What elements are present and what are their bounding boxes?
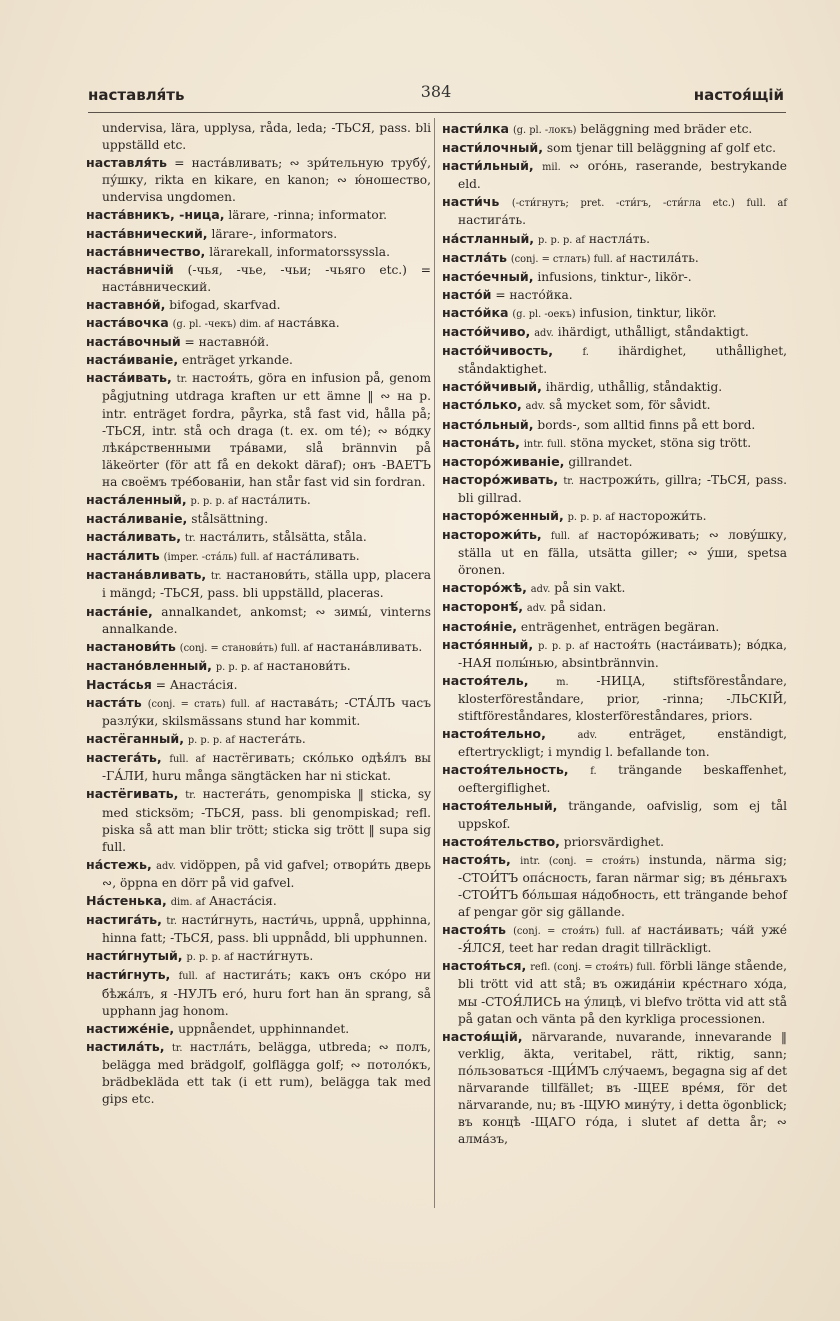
entry-definition: наста́вка. [277, 316, 340, 331]
dictionary-entry [442, 471, 787, 507]
left-running-headword: наставля́ть [88, 86, 185, 104]
entry-definition: -НИЦА, stiftsföreståndare, klosterföreståndare, prior, -rinna; -ЛЬСКІЙ, stiftföreståndares, klosterföreståndares, priors. [458, 673, 787, 723]
entry-headword: наста́ливать, [86, 529, 182, 545]
entry-definition: настана́вливать. [316, 639, 423, 654]
entry-headword: насторо́жѣ, [442, 580, 527, 596]
dictionary-entry [442, 193, 787, 229]
grammar-note: (g. pl. -оекъ) [512, 308, 576, 320]
left-column [86, 120, 431, 1108]
dictionary-entry [86, 369, 431, 491]
entry-headword: настёганный, [86, 731, 184, 747]
entry-definition: = наста́вливать; ∾ зри́тельную трубу́, пу́шку, rikta en kikare, en kanon; ∾ ю́ношество, undervisa ungdomen. [102, 156, 431, 205]
grammar-note: tr. [171, 1042, 183, 1054]
dictionary-entry [86, 333, 431, 351]
column-divider [434, 118, 435, 1208]
dictionary-entry [86, 154, 431, 206]
entry-headword: наста́внический, [86, 225, 208, 241]
dictionary-entry [442, 268, 787, 286]
dictionary-entry [86, 947, 431, 966]
entry-headword: наста́ливаніе, [86, 511, 188, 527]
entry-definition: vidöppen, på vid gafvel; отвори́ть дверь ∾, öppna en dörr på vid gafvel. [102, 857, 432, 890]
entry-headword: настоя́ться, [442, 958, 527, 974]
grammar-note: tr. [563, 475, 574, 487]
entry-headword: насто́й [442, 286, 492, 302]
entry-headword: наста́ленный, [86, 491, 187, 507]
entry-headword: наста́вничество, [86, 243, 206, 259]
entry-definition: настёгивать; ско́лько одѣя́лъ вы -ГА́ЛИ, huru många sängtäcken har ni stickat. [102, 751, 432, 784]
dictionary-entry [86, 1038, 431, 1108]
dictionary-entry [86, 657, 431, 676]
dictionary-entry [442, 526, 787, 579]
entry-definition: наста́ивать; ча́й уже́ -Я́ЛСЯ, teet har redan dragit tillräckligt. [458, 923, 788, 956]
entry-definition: trängande beskaffenhet, oeftergiflighet. [458, 763, 787, 796]
entry-headword: насторожи́ть, [442, 527, 542, 543]
entry-headword: на́стежь, [86, 856, 152, 872]
dictionary-entry [86, 314, 431, 333]
entry-definition: насторо́живать; ∾ ловýшку, ställa ut en fälla, utsätta giller; ∾ у́ши, spetsa öronen. [458, 528, 787, 578]
entry-headword: наставно́й, [86, 296, 166, 312]
grammar-note: f. [582, 347, 589, 359]
entry-headword: настоя́тельно, [442, 726, 546, 742]
dictionary-entry [86, 966, 431, 1019]
grammar-note: (conj. = стоя́ть) full. af [513, 926, 641, 938]
grammar-note: adv. [526, 603, 547, 615]
entry-definition: наста́ливать. [276, 549, 360, 564]
grammar-note: adv. [534, 328, 554, 340]
entry-headword: настоя́тельный, [442, 798, 558, 814]
entry-definition: насти́гнуть. [237, 949, 314, 964]
dictionary-entry [86, 694, 431, 730]
entry-definition: настла́ть, belägga, utbreda; ∾ полъ, belägga med brädgolf, golflägga golf; ∾ потоло́къ, brädbekläda ett tak (i ett rum), belägga tak med gips etc. [102, 1039, 432, 1107]
entry-headword: насто́ечный, [442, 268, 534, 284]
dictionary-entry [86, 676, 431, 694]
entry-definition: bifogad, skarfvad. [169, 297, 281, 312]
dictionary-entry [442, 618, 787, 636]
entry-headword: настега́ть, [86, 750, 162, 766]
grammar-note: adv. [156, 860, 176, 872]
entry-definition: instunda, närma sig; -СТОИ́ТЪ опа́сность, faran närmar sig; въ де́ньгахъ -СТОИ́ТЪ бо́льшая на́добность, ett trängande behof af pengar gör sig gällande. [458, 852, 787, 920]
dictionary-entry [442, 1028, 787, 1149]
dictionary-entry [86, 351, 431, 369]
entry-definition: lärarekall, informatorssyssla. [209, 244, 390, 259]
grammar-note: f. [590, 766, 597, 778]
dictionary-entry [86, 911, 431, 947]
entry-definition: närvarande, nuvarande, innevarande ‖ verklig, äkta, veritabel, rätt, riktig, sann; по́льзоваться -ЩИ́МЪ слу́чаемъ, begagna sig af det närvarande tillfället; въ -ЩЕЕ вре́мя, för det närvarande, nu; въ -ЩУЮ мину́ту, i detta ögonblick; въ концѣ -ЩАГО го́да, i slutet af detta år; ∾ алма́зъ, [458, 1029, 788, 1147]
dictionary-entry [442, 434, 787, 453]
entry-definition: настла́ть. [588, 231, 651, 246]
entry-headword: настла́ть [442, 249, 507, 265]
grammar-note: tr. [184, 533, 196, 545]
entry-headword: настила́ть, [86, 1038, 165, 1054]
entry-headword: настоя́тельство, [442, 833, 560, 849]
grammar-note: (g. pl. -чекъ) dim. af [172, 319, 274, 331]
entry-headword: настанови́ть [86, 638, 176, 654]
dictionary-entry [86, 730, 431, 749]
dictionary-entry [442, 851, 787, 921]
entry-headword: насто́йка [442, 304, 509, 320]
entry-headword: настоя́тель, [442, 672, 529, 688]
entry-headword: насти́чь [442, 194, 500, 210]
entry-headword: насти́льный, [442, 158, 534, 174]
dictionary-entry [442, 507, 787, 526]
grammar-note: p. p. p. af [537, 234, 585, 246]
grammar-note: (-сти́гнутъ; pret. -сти́гъ, -сти́гла etc.) full. af [511, 198, 787, 210]
entry-headword: настоя́тельность, [442, 762, 569, 778]
grammar-note: (conj. = стлать) full. af [510, 253, 626, 265]
entry-definition: trängande, oafvislig, som ej tål uppskof. [458, 799, 788, 831]
dictionary-entry [86, 243, 431, 261]
dictionary-entry [442, 249, 787, 268]
dictionary-entry [86, 856, 431, 892]
entry-headword: наста́лить [86, 548, 160, 564]
dictionary-entry [86, 528, 431, 547]
dictionary-entry [86, 225, 431, 243]
grammar-note: adv. [525, 401, 546, 413]
dictionary-entry [86, 261, 431, 296]
dictionary-entry [86, 638, 431, 657]
entry-headword: насто́лько, [442, 397, 522, 413]
grammar-note: tr. [210, 571, 222, 583]
entry-definition: stålsättning. [191, 512, 269, 527]
entry-headword: насто́йчиво, [442, 324, 531, 340]
entry-headword: настига́ть, [86, 912, 162, 928]
dictionary-entry [86, 749, 431, 785]
dictionary-entry [442, 453, 787, 471]
entry-definition: насти́гнуть, насти́чь, uppnå, upphinna, hinna fatt; -ТЬСЯ, pass. bli uppnådd, bli upphunnen. [102, 913, 431, 946]
entry-definition: infusions, tinktur-, likör-. [537, 269, 692, 284]
dictionary-entry [86, 510, 431, 528]
entry-definition: = насто́йка. [495, 287, 573, 302]
entry-definition: gillrandet. [568, 454, 633, 469]
grammar-note: (imper. -ста́ль) full. af [163, 552, 273, 564]
entry-headword: настоя́щій, [442, 1028, 523, 1044]
entry-headword: насти́лочный, [442, 140, 544, 156]
entry-headword: настёгивать, [86, 786, 179, 802]
entry-definition: uppnåendet, upphinnandet. [178, 1021, 350, 1036]
entry-headword: наста́вникъ, -ница, [86, 207, 225, 223]
entry-headword: настоя́ть, [442, 851, 511, 867]
entry-definition: насторожи́ть. [618, 508, 707, 523]
entry-headword: настона́ть, [442, 434, 520, 450]
dictionary-entry [442, 636, 787, 672]
grammar-note: full. af [178, 971, 215, 983]
entry-definition: ihärdig, uthållig, ståndaktig. [545, 380, 723, 395]
grammar-note: tr. [185, 790, 196, 802]
dictionary-entry [86, 206, 431, 224]
dictionary-entry [442, 797, 787, 832]
dictionary-entry [442, 120, 787, 139]
dictionary-entry [442, 396, 787, 415]
entry-headword: насти́гнуть, [86, 967, 171, 983]
entry-headword: настано́вленный, [86, 657, 212, 673]
dictionary-entry [442, 323, 787, 342]
header-rule [88, 112, 786, 113]
grammar-note: m. [556, 676, 569, 688]
dictionary-entry [442, 286, 787, 304]
entry-definition: på sin vakt. [554, 581, 626, 596]
dictionary-entry [442, 725, 787, 761]
entry-definition: enträget, enständigt, eftertryckligt; i myndig l. befallande ton. [458, 727, 787, 760]
entry-definition: Анаста́сія. [208, 894, 277, 909]
grammar-note: p. p. p. af [215, 661, 263, 673]
entry-headword: наста́ть [86, 695, 142, 710]
dictionary-entry [442, 598, 787, 617]
entry-headword: настоя́ніе, [442, 618, 518, 634]
entry-definition: som tjenar till beläggning af golf etc. [546, 141, 777, 156]
entry-definition: priorsvärdighet. [563, 834, 665, 849]
entry-definition: ihärdighet, uthållighet, ståndaktighet. [458, 344, 787, 377]
entry-headword: наста́вочка [86, 315, 169, 331]
dictionary-entry [86, 547, 431, 566]
entry-headword: Наста́сья [86, 676, 152, 692]
entry-definition: настига́ть. [458, 213, 526, 228]
dictionary-entry [86, 491, 431, 510]
entry-definition: stöna mycket, stöna sig trött. [570, 435, 752, 450]
grammar-note: (conj. = станови́ть) full. af [179, 642, 313, 654]
grammar-note: intr. (conj. = стоя́ть) [520, 855, 640, 867]
entry-headword: на́стланный, [442, 230, 535, 246]
grammar-note: adv. [530, 584, 551, 596]
entry-definition: så mycket som, för såvidt. [549, 398, 711, 413]
dictionary-entry [442, 416, 787, 434]
entry-definition: настрожи́ть, gillra; -ТЬСЯ, pass. bli gillrad. [458, 472, 788, 505]
entry-definition: настега́ть, genompiska ‖ sticka, sy med sticksöm; -ТЬСЯ, pass. bli genompiskad; refl. piska så att man blir trött; sticka sig trött ‖ supa sig full. [102, 787, 432, 854]
entry-headword: наста́вничій [86, 261, 174, 277]
dictionary-entry [442, 921, 787, 957]
grammar-note: tr. [176, 374, 188, 386]
entry-definition: beläggning med bräder etc. [580, 122, 753, 136]
grammar-note: dim. af [170, 897, 206, 909]
entry-definition: på sidan. [550, 600, 607, 615]
dictionary-entry [442, 761, 787, 797]
grammar-note: intr. full. [523, 438, 567, 450]
page-header [88, 82, 784, 112]
entry-definition: enträgenhet, enträgen begäran. [520, 619, 720, 634]
dictionary-entry [442, 230, 787, 249]
right-column [442, 120, 787, 1148]
grammar-note: p. p. p. af [186, 952, 234, 964]
grammar-note: mil. [542, 162, 561, 174]
entry-definition: настанови́ть, ställa upp, placera i mängd; -ТЬСЯ, pass. bli uppställd, placeras. [102, 568, 432, 601]
grammar-note: p. p. p. af [190, 495, 238, 507]
entry-definition: настега́ть. [238, 732, 306, 747]
dictionary-entry [442, 139, 787, 157]
entry-definition: lärare, -rinna; informator. [228, 208, 388, 223]
entry-headword: наста́вочный [86, 334, 181, 350]
dictionary-entry [86, 296, 431, 314]
entry-headword: насто́льный, [442, 416, 534, 432]
entry-definition: наста́лить. [241, 492, 311, 507]
right-running-headword: настоя́щій [693, 86, 784, 104]
dictionary-entry [86, 892, 431, 911]
dictionary-entry [442, 304, 787, 323]
entry-headword: насто́янный, [442, 636, 534, 652]
entry-definition: enträget yrkande. [181, 353, 293, 368]
entry-definition: (-чья, -чье, -чьи; -чьяго etc.) = наста́внический. [102, 262, 432, 294]
grammar-note: tr. [166, 916, 178, 928]
dictionary-entry [442, 579, 787, 598]
grammar-note: (g. pl. -локъ) [512, 125, 577, 136]
grammar-note: full. af [550, 531, 589, 543]
entry-definition: = Анаста́сія. [155, 677, 238, 692]
entry-headword: наста́иваніе, [86, 352, 179, 368]
dictionary-entry [86, 1020, 431, 1038]
page-number: 384 [420, 82, 452, 101]
grammar-note: p. p. p. af [538, 640, 589, 652]
entry-headword: насти́лка [442, 121, 510, 136]
entry-headword: На́стенька, [86, 893, 167, 909]
dictionary-entry [442, 833, 787, 851]
entry-definition: настила́ть. [629, 250, 699, 265]
grammar-note: (conj. = стать) full. af [147, 699, 265, 710]
grammar-note: p. p. p. af [187, 735, 235, 747]
entry-definition: förbli länge stående, bli trött vid att stå; въ ожида́ніи кре́стнаго хо́да, мы -СТОЯ́ЛИСЬ на у́лицѣ, vi blefvo trötta vid att stå på gatan och vänta på den kyrkliga processionen. [458, 959, 788, 1026]
entry-definition: наста́лить, stålsätta, ståla. [199, 530, 367, 545]
dictionary-entry [442, 157, 787, 193]
entry-headword: насторонѣ́, [442, 599, 524, 615]
entry-definition: undervisa, lära, upplysa, råda, leda; -ТЬСЯ, pass. bli uppställd etc. [102, 121, 431, 153]
entry-definition: ihärdigt, uthålligt, ståndaktigt. [557, 325, 749, 340]
entry-definition: annalkandet, ankomst; ∾ зимы́, vinterns annalkande. [102, 604, 431, 636]
entry-headword: насто́йчивый, [442, 379, 542, 395]
dictionary-entry [442, 957, 787, 1027]
entry-headword: наставля́ть [86, 155, 168, 171]
grammar-note: p. p. p. af [567, 511, 615, 523]
dictionary-entry [442, 342, 787, 378]
entry-definition: ∾ ого́нь, raserande, bestrykande eld. [458, 159, 787, 192]
entry-headword: насти́гнутый, [86, 948, 183, 964]
entry-definition: bords-, som alltid finns på ett bord. [537, 417, 756, 432]
grammar-note: refl. (conj. = стоя́ть) full. [530, 962, 656, 974]
entry-headword: наста́ивать, [86, 370, 172, 386]
entry-headword: насторо́живаніе, [442, 453, 565, 469]
entry-definition: lärare-, informators. [211, 226, 338, 241]
grammar-note: adv. [577, 730, 598, 742]
entry-headword: насто́йчивость, [442, 343, 554, 359]
dictionary-entry [86, 785, 431, 855]
entry-definition: настава́ть; -СТА́ЛЪ часъ разлу́ки, skilsmässans stund har kommit. [102, 696, 432, 729]
entry-headword: настана́вливать, [86, 567, 207, 583]
grammar-note: full. af [169, 754, 205, 766]
dictionary-entry [86, 120, 431, 154]
entry-headword: насторо́женный, [442, 507, 564, 523]
dictionary-entry [442, 672, 787, 725]
entry-headword: настоя́ть [442, 922, 506, 938]
entry-definition: настоя́ть, göra en infusion på, genom pågjutning utdraga kraften ur ett ämne ‖ ∾ на p. intr. enträget fordra, påyrka, stå fast vid, hålla på; -ТЬСЯ, intr. stå och draga (t. ex. om té); ∾ во́дку лѣка́рственными тра́вами, slå brännvin på läkeörter (för att få en dekokt däraf); онъ -ВАЕТЪ на своёмъ тре́бованіи, han står fast vid sin fordran. [102, 371, 432, 489]
entry-headword: насторо́живать, [442, 471, 559, 487]
entry-headword: настиже́ніе, [86, 1020, 175, 1036]
dictionary-entry [442, 378, 787, 396]
entry-definition: настанови́ть. [266, 658, 351, 673]
entry-headword: наста́ніе, [86, 603, 153, 619]
entry-definition: infusion, tinktur, likör. [579, 305, 717, 320]
entry-definition: настига́ть; какъ онъ ско́ро ни бѣжа́лъ, я -НУЛЪ его́, huru fort han än sprang, så upphann jag honom. [102, 968, 432, 1018]
dictionary-entry [86, 603, 431, 638]
dictionary-entry [86, 566, 431, 602]
entry-definition: настоя́ть (наста́ивать); во́дка, -НАЯ полы́нью, absintbrännvin. [458, 637, 788, 670]
entry-definition: = наставно́й. [184, 335, 270, 350]
